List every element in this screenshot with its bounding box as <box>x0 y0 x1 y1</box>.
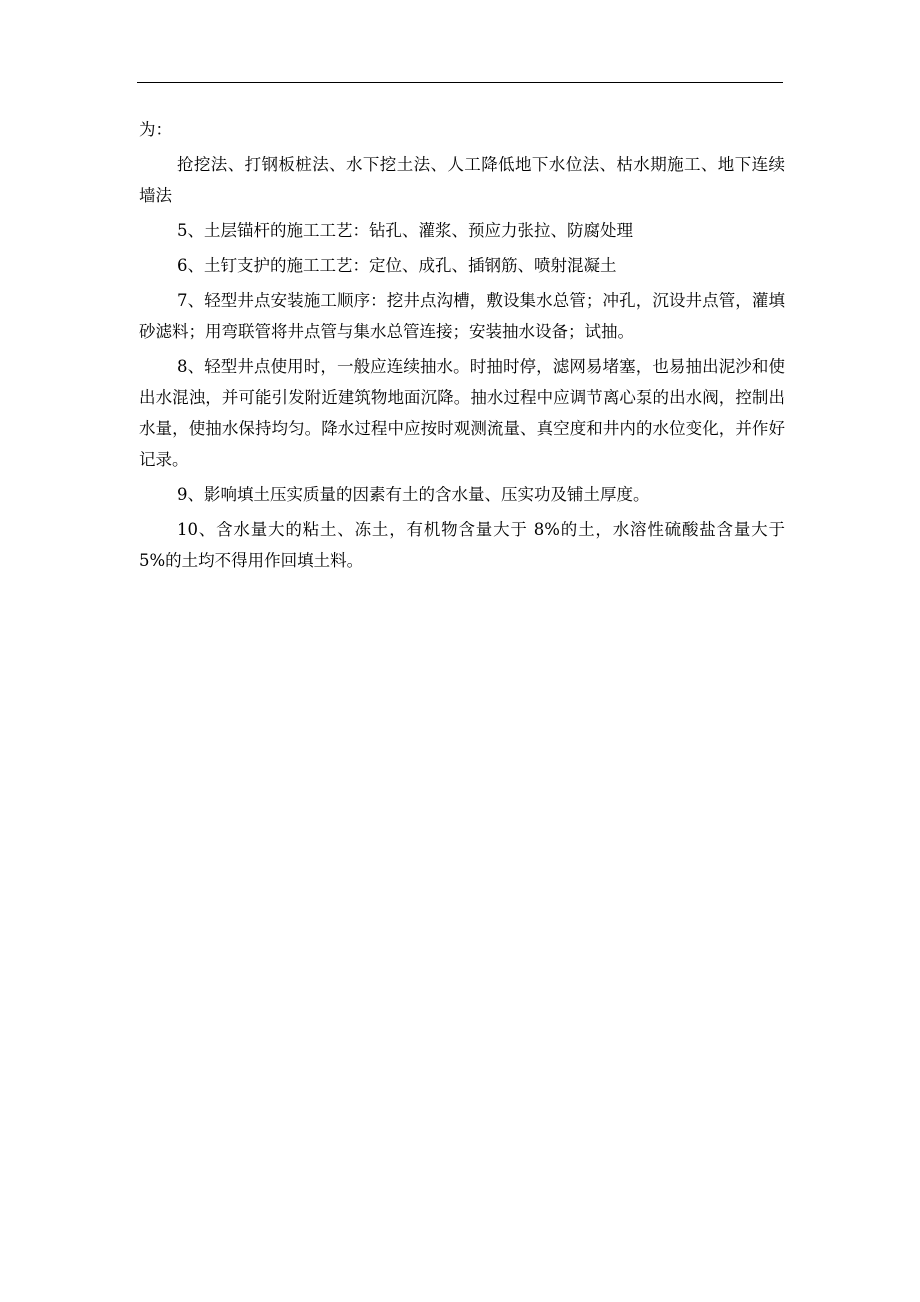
paragraph-item-5: 5、土层锚杆的施工工艺：钻孔、灌浆、预应力张拉、防腐处理 <box>177 221 633 240</box>
paragraph-methods: 抢挖法、打钢板桩法、水下挖土法、人工降低地下水位法、枯水期施工、地下连续墙法 <box>139 155 785 205</box>
header-rule <box>137 82 783 83</box>
document-body <box>139 114 785 580</box>
paragraph-item-7: 7、轻型井点安装施工顺序：挖井点沟槽，敷设集水总管；冲孔，沉设井点管，灌填砂滤料；用弯联管将井点管与集水总管连接；安装抽水设备；试抽。 <box>139 291 785 341</box>
paragraph-item-9: 9、影响填土压实质量的因素有土的含水量、压实功及铺土厚度。 <box>177 485 650 504</box>
paragraph-item-6: 6、土钉支护的施工工艺：定位、成孔、插钢筋、喷射混凝土 <box>177 256 617 275</box>
paragraph-continuation: 为： <box>139 120 172 139</box>
paragraph-item-10: 10、含水量大的粘土、冻土，有机物含量大于 8%的土，水溶性硫酸盐含量大于 5%的土均不得用作回填土料。 <box>139 520 785 570</box>
paragraph-item-8: 8、轻型井点使用时，一般应连续抽水。时抽时停，滤网易堵塞，也易抽出泥沙和使出水混浊，并可能引发附近建筑物地面沉降。抽水过程中应调节离心泵的出水阀，控制出水量，使抽水保持均匀。降水过程中应按时观测流量、真空度和井内的水位变化，并作好记录。 <box>139 357 785 469</box>
